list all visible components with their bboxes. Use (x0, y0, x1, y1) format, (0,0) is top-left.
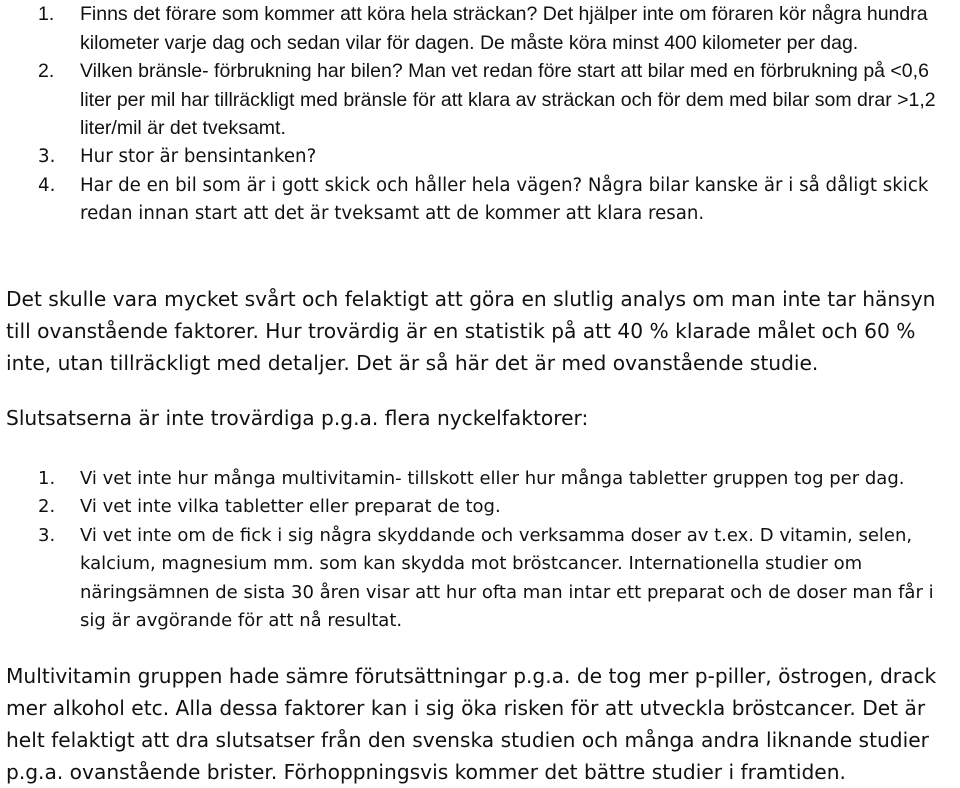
list-item (0, 57, 956, 143)
list-number: 1. (38, 468, 56, 489)
list-item-text: Vi vet inte vilka tabletter eller preparat de tog. (80, 496, 501, 518)
list-item-text: Hur stor är bensintanken? (80, 145, 317, 167)
list-item-text: Vi vet inte hur många multivitamin- tillskott eller hur många tabletter gruppen tog per dag. (80, 468, 905, 489)
closing-paragraph: Multivitamin gruppen hade sämre förutsättningar p.g.a. de tog mer p-piller, östrogen, drack mer alkohol etc. Alla dessa faktorer kan i sig öka risken för att utveckla bröstcancer. Det är helt felaktigt att dra slutsatser från den svenska studien och många andra liknande studier p.g.a. ovanstående brister. Förhoppningsvis kommer det bättre studier i framtiden. (6, 664, 937, 784)
list-number: 1. (38, 3, 55, 25)
factors-list (0, 0, 956, 229)
analysis-paragraph: Det skulle vara mycket svårt och felaktigt att göra en slutlig analys om man inte tar hänsyn till ovanstående faktorer. Hur trovärdig är en statistik på att 40 % klarade målet och 60 % inte, utan tillräckligt med detaljer. Det är så här det är med ovanstående studie. (6, 287, 936, 375)
list-item-text: Finns det förare som kommer att köra hela sträckan? Det hjälper inte om föraren kör några hundra kilometer varje dag och sedan vilar för dagen. De måste köra minst 400 kilometer per dag. (80, 3, 928, 54)
list-number: 2. (38, 496, 56, 518)
list-item (0, 143, 956, 172)
list-item (0, 0, 956, 57)
list-item-text: Vi vet inte om de fick i sig några skyddande och verksamma doser av t.ex. D vitamin, selen, kalcium, magnesium mm. som kan skydda mot bröstcancer. Internationella studier om näringsämnen de sista 30 åren visar att hur ofta man intar ett preparat och de doser man får i sig är avgörande för att nå resultat. (80, 524, 934, 632)
list-item-text: Har de en bil som är i gott skick och håller hela vägen? Några bilar kanske är i så dåligt skick redan innan start att det är tveksamt att de kommer att klara resan. (80, 174, 929, 225)
conclusion-heading: Slutsatserna är inte trovärdiga p.g.a. flera nyckelfaktorer: (6, 406, 589, 430)
list-number: 4. (38, 174, 56, 196)
list-item (0, 172, 956, 229)
list-item (0, 522, 956, 636)
list-number: 2. (38, 60, 55, 83)
list-item (0, 493, 956, 521)
key-factors-list (0, 465, 956, 635)
list-number: 3. (38, 524, 56, 546)
list-item (0, 465, 956, 493)
list-number: 3. (38, 145, 56, 167)
list-item-text: Vilken bränsle- förbrukning har bilen? Man vet redan före start att bilar med en förbrukning på <0,6 liter per mil har tillräckligt med bränsle för att klara av sträckan och för dem med bilar som drar >1,2 liter/mil är det tveksamt. (80, 60, 936, 140)
